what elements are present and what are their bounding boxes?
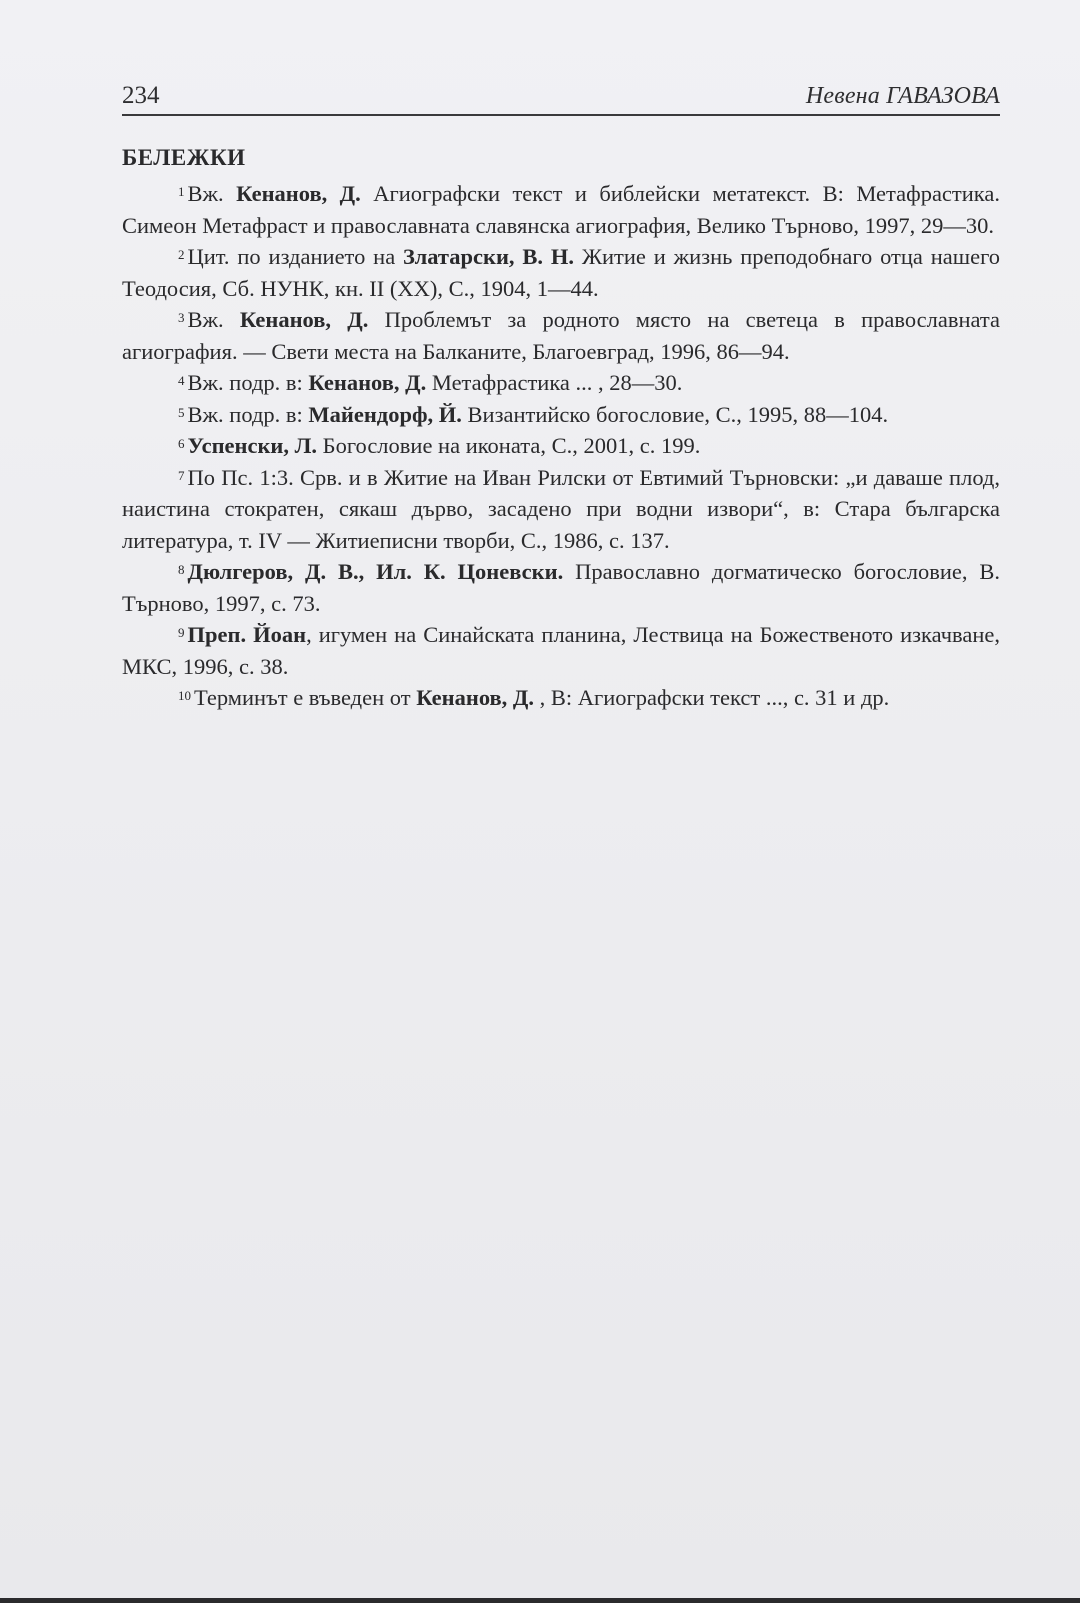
footnote-text: , игумен на Синайската планина, Лествица на Божественото изкачване, МКС, 1996, с. 38. [122, 622, 1000, 679]
footnote-10 [122, 682, 1000, 714]
footnote-author: Кенанов, Д. [416, 685, 535, 710]
footnote-number: 2 [178, 247, 185, 262]
footnote-number: 5 [178, 404, 185, 420]
footnote-number: 1 [178, 184, 185, 199]
notes-section [122, 142, 1000, 714]
footnote-author: Кенанов, Д. [239, 307, 369, 332]
footnote-9 [122, 619, 1000, 682]
footnote-text: По Пс. 1:3. Срв. и в Житие на Иван Рилски от Евтимий Търновски: „и даваше плод, наистина стократен, сякаш дърво, засадено при водни извори“, в: Стара българска литература, т. IV — Житиеписни творби, С., 1986, с. 137. [122, 464, 1000, 553]
footnote-number: 3 [178, 310, 185, 325]
footnote-text: Метафрастика ... , 28—30. [426, 370, 683, 395]
footnote-author: Кенанов, Д. [308, 370, 427, 395]
footnote-text: Проблемът за родното място на светеца в православната агиография. — Свети места на Балканите, Благоевград, 1996, 86—94. [122, 307, 1000, 364]
page-header [122, 80, 1000, 116]
running-head-author: Невена ГАВАЗОВА [805, 83, 1000, 109]
footnote-text: Вж. [187, 307, 240, 332]
footnote-5 [122, 399, 1000, 431]
footnote-text: Православно догматическо богословие, В. Търново, 1997, с. 73. [122, 559, 1001, 616]
footnote-4 [122, 367, 1000, 399]
footnote-number: 8 [178, 562, 185, 577]
footnote-7 [122, 462, 1000, 557]
footnote-8 [122, 556, 1000, 619]
footnote-author: Дюлгеров, Д. В., Ил. К. Цоневски. [187, 559, 564, 584]
footnote-text: Византийско богословие, С., 1995, 88—104. [461, 401, 889, 427]
footnote-text: Терминът е въведен от [194, 685, 417, 710]
footnote-number: 6 [178, 436, 185, 451]
scan-bottom-edge [0, 1598, 1080, 1603]
footnote-author: Преп. Йоан [187, 622, 307, 647]
footnote-author: Майендорф, Й. [308, 401, 462, 427]
footnote-number: 4 [178, 373, 185, 388]
footnote-text: Богословие на иконата, С., 2001, с. 199. [317, 433, 701, 458]
footnote-text: Житие и жизнь преподобнаго отца нашего Теодосия, Сб. НУНК, кн. II (XX), С., 1904, 1—44. [122, 244, 1001, 301]
footnote-text: Агиографски текст и библейски метатекст. В: Метафрастика. Симеон Метафраст и православната славянска агиография, Велико Търново, 1997, 29—30. [122, 181, 1000, 238]
footnote-text: Вж. подр. в: [187, 370, 309, 395]
footnote-text: , В: Агиографски текст ..., с. 31 и др. [534, 685, 890, 710]
footnote-text: Вж. подр. в: [187, 401, 309, 427]
footnote-text: Вж. [187, 181, 237, 206]
footnote-3 [122, 304, 1000, 367]
footnote-author: Кенанов, Д. [236, 181, 361, 206]
footnote-number: 7 [178, 467, 185, 483]
footnote-author: Успенски, Л. [187, 433, 318, 458]
header-rule [122, 114, 1000, 116]
footnote-2 [122, 241, 1000, 304]
footnote-6 [122, 430, 1000, 462]
notes-title: БЕЛЕЖКИ [122, 145, 246, 170]
footnote-1 [122, 178, 1000, 241]
footnote-number: 9 [178, 625, 185, 640]
footnote-author: Златарски, В. Н. [403, 244, 574, 269]
footnote-number: 10 [178, 688, 191, 703]
footnote-text: Цит. по изданието на [187, 244, 404, 269]
page-number: 234 [122, 82, 160, 109]
